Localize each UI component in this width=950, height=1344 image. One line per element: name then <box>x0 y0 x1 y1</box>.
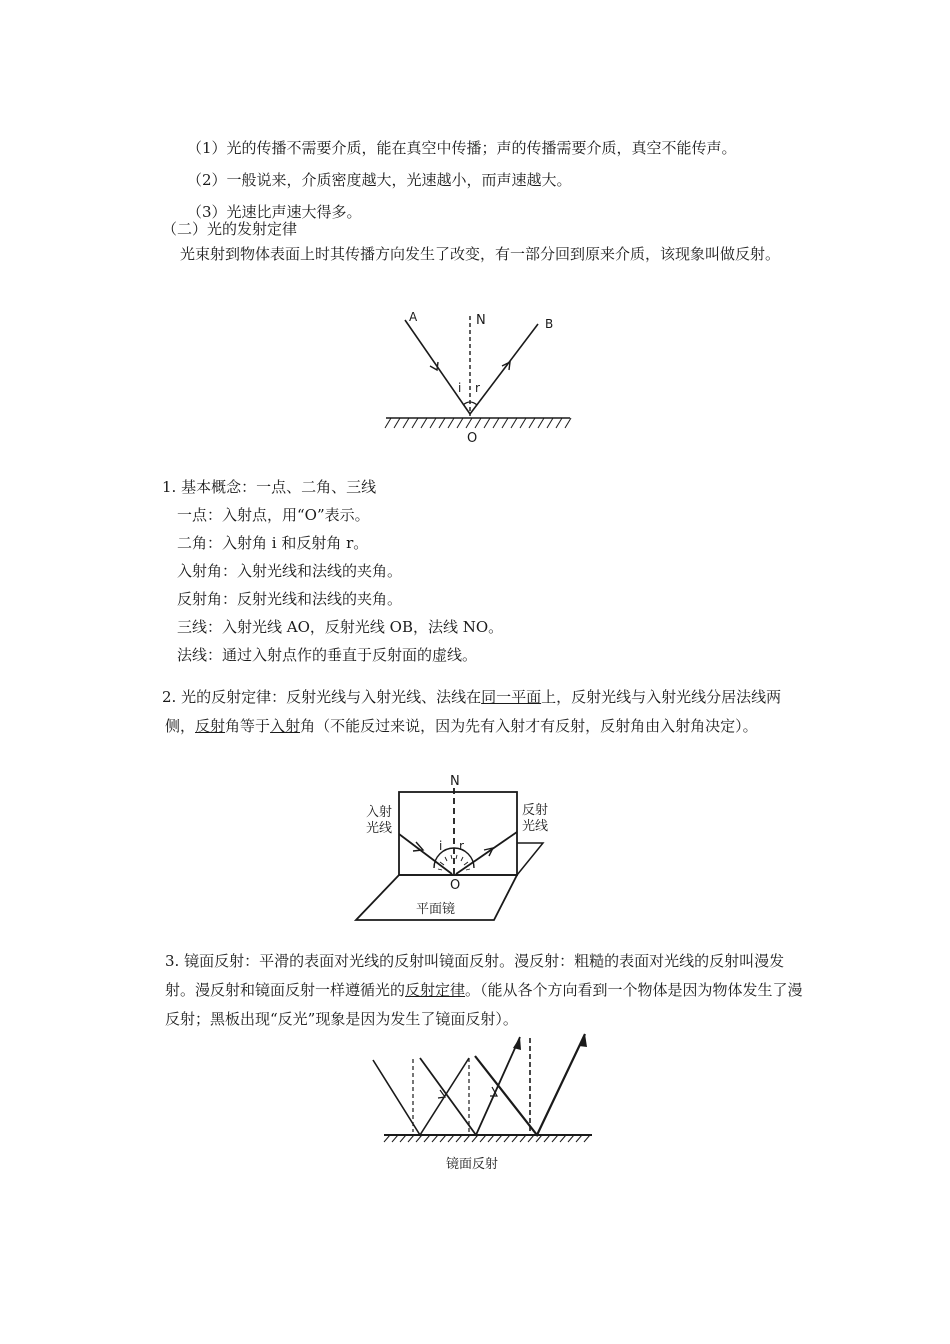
plane-mirror-diagram <box>356 768 556 928</box>
underline-same-plane: 同一平面 <box>481 688 542 706</box>
label-n: N <box>450 774 460 789</box>
intro-point-2: （2）一般说来，介质密度越大，光速越小，而声速越大。 <box>187 171 572 189</box>
label-o: O <box>450 878 461 893</box>
reflection-definition: 光束射到物体表面上时其传播方向发生了改变，有一部分回到原来介质，该现象叫做反射。 <box>180 245 781 263</box>
concept-item-6: 法线：通过入射点作的垂直于反射面的虚线。 <box>177 646 478 664</box>
label-i: i <box>458 381 462 395</box>
specular-reflection-diagram <box>380 1032 600 1172</box>
concept-item-1: 一点：入射点，用“O”表示。 <box>177 506 370 524</box>
concept-item-3: 入射角：入射光线和法线的夹角。 <box>177 562 403 580</box>
label-i: i <box>439 839 443 853</box>
reflection-diagram <box>383 308 573 448</box>
caption: 镜面反射 <box>446 1157 499 1172</box>
label-r: r <box>475 381 480 395</box>
label-n: N <box>476 313 486 328</box>
concept-item-5: 三线：入射光线 AO，反射光线 OB，法线 NO。 <box>177 618 504 636</box>
concepts-heading: 1. 基本概念：一点、二角、三线 <box>162 478 377 496</box>
reflection-law-paragraph: 2. 光的反射定律：反射光线与入射光线、法线在同一平面上，反射光线与入射光线分居法线两侧，反射角等于入射角（不能反过来说，因为先有入射才有反射，反射角由入射角决定）。 <box>162 688 782 735</box>
concept-item-4: 反射角：反射光线和法线的夹角。 <box>177 590 403 608</box>
label-b: B <box>545 317 554 331</box>
label-a: A <box>409 310 418 324</box>
underline-reflection: 反射 <box>195 717 226 735</box>
incident-ray-label-2: 光线 <box>366 821 393 836</box>
section-title: （二）光的发射定律 <box>162 220 298 238</box>
reflected-ray-label-2: 光线 <box>522 819 549 834</box>
underline-incidence: 入射 <box>270 717 301 735</box>
concept-item-2: 二角：入射角 i 和反射角 r。 <box>177 534 369 552</box>
underline-reflection-law: 反射定律 <box>405 981 466 999</box>
incident-ray-label-1: 入射 <box>366 805 393 820</box>
label-r: r <box>459 839 464 853</box>
mirror-reflection-paragraph: 3. 镜面反射：平滑的表面对光线的反射叫镜面反射。漫反射：粗糙的表面对光线的反射叫漫发射。漫反射和镜面反射一样遵循光的反射定律。（能从各个方向看到一个物体是因为物体发生了漫反射；黑板出现“反光”现象是因为发生了镜面反射）。 <box>165 952 803 1028</box>
label-o: O <box>467 431 478 446</box>
reflected-ray-label-1: 反射 <box>522 803 549 818</box>
intro-point-1: （1）光的传播不需要介质，能在真空中传播；声的传播需要介质，真空不能传声。 <box>187 139 737 157</box>
intro-point-3: （3）光速比声速大得多。 <box>187 203 362 221</box>
mirror-label: 平面镜 <box>416 902 456 917</box>
